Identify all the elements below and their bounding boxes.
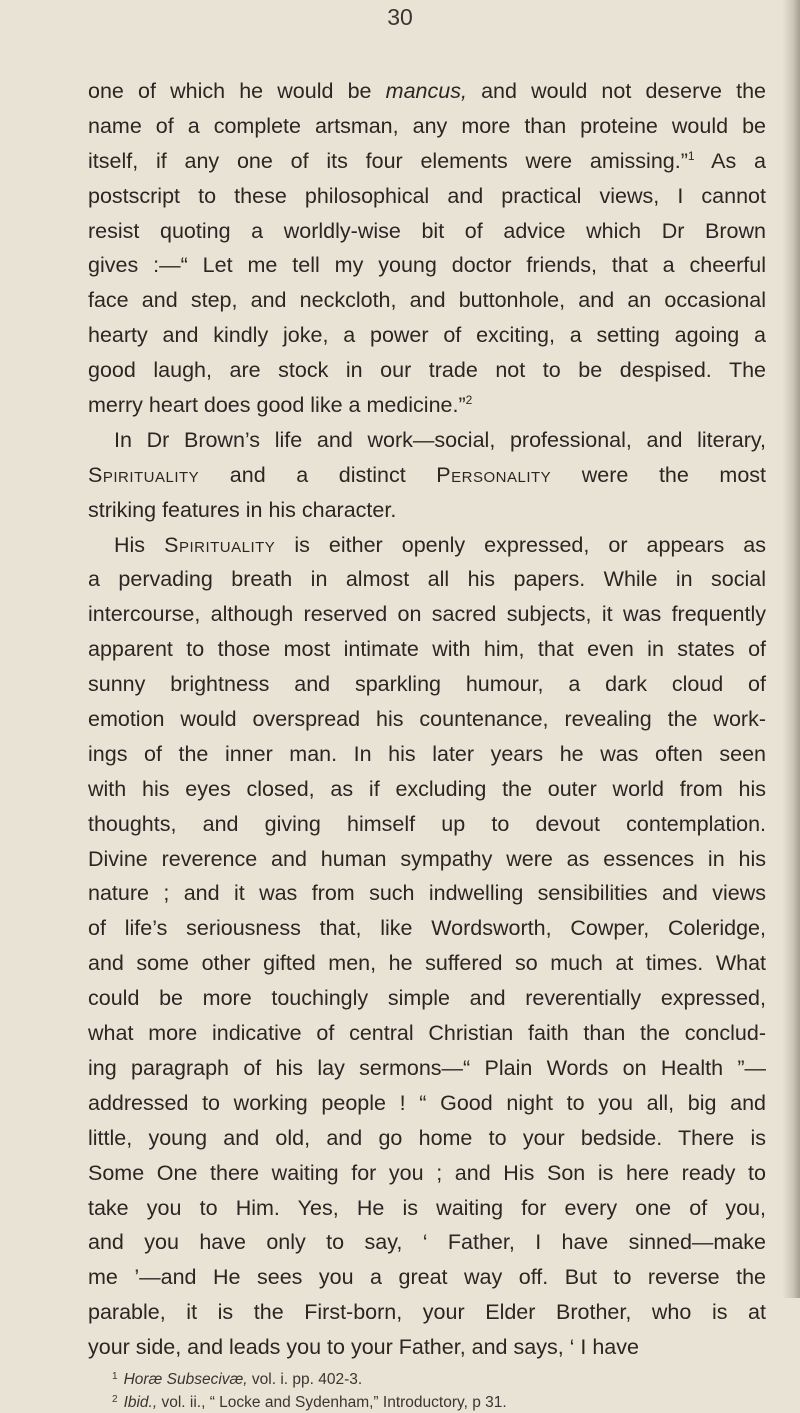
text-line: [88, 1156, 766, 1191]
text-run: and some other gifted men, he suffered so much at times. What: [88, 951, 766, 976]
text-run: Some One there waiting for you ; and His Son is here ready to: [88, 1160, 766, 1185]
text-run: merry heart does good like a medicine.”: [88, 393, 466, 418]
text-run: with his eyes closed, as if excluding the outer world from his: [88, 776, 766, 801]
text-run: ing paragraph of his lay sermons—“ Plain Words on Health ”—: [88, 1055, 766, 1080]
text-line: [88, 144, 766, 179]
text-run: parable, it is the First-born, your Elder Brother, who is at: [88, 1300, 766, 1325]
text-run: take you to Him. Yes, He is waiting for every one of you,: [88, 1195, 766, 1220]
text-run: striking features in his character.: [88, 497, 397, 522]
text-line: [88, 842, 766, 877]
text-run: hearty and kindly joke, a power of exciting, a setting agoing a: [88, 323, 766, 348]
text-run: your side, and leads you to your Father, and says, ‘ I have: [88, 1335, 639, 1360]
text-line: [88, 597, 766, 632]
text-line: [88, 179, 766, 214]
text-line: [88, 353, 766, 388]
text-line: [88, 1016, 766, 1051]
text-line: [88, 528, 766, 563]
small-caps-term: Personality: [436, 462, 552, 487]
text-run: As a: [694, 148, 767, 173]
text-run: me ’—and He sees you a great way off. But to reverse the: [88, 1265, 766, 1290]
italic-text: Horæ Subsecivæ,: [123, 1371, 248, 1388]
text-line: [88, 632, 766, 667]
text-run: gives :—“ Let me tell my young doctor friends, that a cheerful: [88, 253, 766, 278]
text-line: [88, 493, 766, 528]
text-line: [88, 109, 766, 144]
text-run: were the most: [551, 462, 767, 487]
text-run: name of a complete artsman, any more than proteine would be: [88, 113, 766, 138]
footnote: [112, 1390, 772, 1413]
text-line: [88, 1121, 766, 1156]
text-run: emotion would overspread his countenance, revealing the work-: [88, 707, 766, 732]
text-run: intercourse, although reserved on sacred subjects, it was frequently: [88, 602, 766, 627]
text-line: [88, 318, 766, 353]
text-run: ings of the inner man. In his later years he was often seen: [88, 741, 766, 766]
text-line: [88, 772, 766, 807]
text-line: [88, 1330, 766, 1365]
text-run: and would not deserve the: [466, 79, 766, 103]
text-line: [88, 283, 766, 318]
text-run: could be more touchingly simple and reverentially expressed,: [88, 986, 766, 1011]
text-run: sunny brightness and sparkling humour, a dark cloud of: [88, 672, 766, 697]
text-run: face and step, and neckcloth, and buttonhole, and an occasional: [88, 288, 766, 313]
small-caps-term: Spirituality: [164, 532, 276, 557]
text-line: [88, 911, 766, 946]
text-line: [88, 1191, 766, 1226]
text-run: good laugh, are stock in our trade not to be despised. The: [88, 358, 766, 383]
text-line: [88, 1295, 766, 1330]
text-line: [88, 981, 766, 1016]
text-line: [88, 702, 766, 737]
text-line: [88, 876, 766, 911]
text-run: itself, if any one of its four elements were amissing.”: [88, 148, 688, 173]
text-line: [88, 667, 766, 702]
text-run: a pervading breath in almost all his papers. While in social: [88, 567, 766, 592]
page-edge-shadow: [782, 0, 800, 1298]
text-run: His: [114, 532, 165, 557]
text-line: [88, 946, 766, 981]
footnote: [112, 1367, 772, 1390]
small-caps-term: Spirituality: [88, 462, 200, 487]
text-line: [88, 423, 766, 458]
text-run: thoughts, and giving himself up to devout contemplation.: [88, 811, 766, 836]
footnotes: [112, 1367, 772, 1413]
page-number: 30: [387, 4, 413, 30]
text-line: [88, 1086, 766, 1121]
text-run: and a distinct: [199, 462, 437, 487]
text-run: addressed to working people ! “ Good night to you all, big and: [88, 1090, 766, 1115]
text-line: [88, 248, 766, 283]
footnote-ref: 1: [687, 148, 695, 163]
text-run: vol. ii., “ Locke and Sydenham,” Introductory, p 31.: [157, 1394, 507, 1411]
text-line: [88, 458, 766, 493]
italic-text: Ibid.,: [123, 1394, 158, 1411]
text-run: apparent to those most intimate with him, that even in states of: [88, 637, 766, 662]
text-line: [88, 1051, 766, 1086]
text-line: [88, 1260, 766, 1295]
text-run: Divine reverence and human sympathy were as essences in his: [88, 846, 766, 871]
text-run: postscript to these philosophical and practical views, I cannot: [88, 183, 766, 208]
text-run: vol. i. pp. 402-3.: [247, 1371, 363, 1388]
body-text: [88, 74, 766, 1365]
text-line: [88, 737, 766, 772]
text-run: what more indicative of central Christian faith than the conclud-: [88, 1021, 766, 1046]
footnote-number: 1: [112, 1371, 118, 1382]
text-line: [88, 807, 766, 842]
footnote-number: 2: [112, 1394, 118, 1405]
text-run: nature ; and it was from such indwelling sensibilities and views: [88, 881, 766, 906]
text-run: of life’s seriousness that, like Wordsworth, Cowper, Coleridge,: [88, 916, 766, 941]
text-run: In Dr Brown’s life and work—social, professional, and literary,: [114, 427, 766, 452]
italic-text: mancus,: [385, 79, 467, 103]
text-run: resist quoting a worldly-wise bit of advice which Dr Brown: [88, 218, 766, 243]
text-line: [88, 74, 766, 109]
text-line: [88, 388, 766, 423]
text-line: [88, 214, 766, 249]
text-run: little, young and old, and go home to your bedside. There is: [88, 1125, 766, 1150]
text-line: [88, 562, 766, 597]
text-run: and you have only to say, ‘ Father, I have sinned—make: [88, 1230, 766, 1255]
text-line: [88, 1225, 766, 1260]
footnote-ref: 2: [465, 393, 473, 408]
text-run: is either openly expressed, or appears as: [275, 532, 766, 557]
text-run: one of which he would be: [88, 79, 386, 103]
